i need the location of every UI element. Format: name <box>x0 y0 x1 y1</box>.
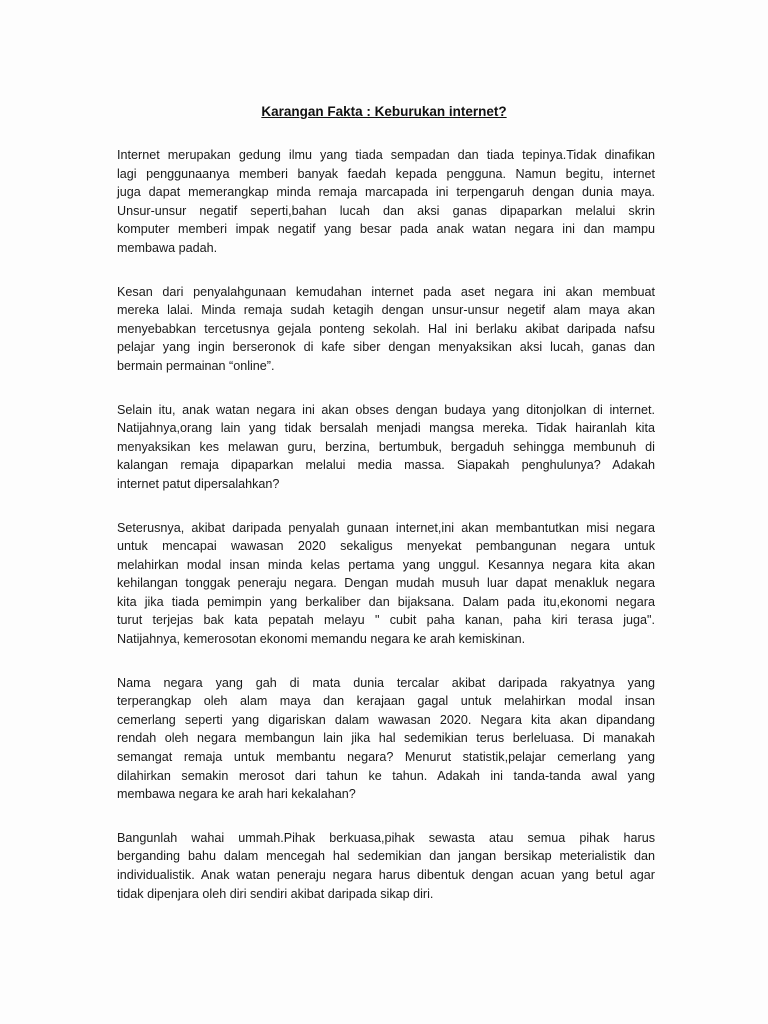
paragraph-line: Kesan dari penyalahgunaan kemudahan internet pada aset negara ini akan membuat <box>117 284 655 299</box>
paragraph-line: melahirkan modal insan minda kelas pertama yang unggul. Kesannya negara kita akan <box>117 557 655 572</box>
paragraph-line: mereka lalai. Minda remaja sudah ketagih dengan unsur-unsur negetif alam maya akan <box>117 303 655 318</box>
paragraph-6 <box>117 829 655 903</box>
paragraph-line: Internet merupakan gedung ilmu yang tiada sempadan dan tiada tepinya.Tidak dinafikan <box>117 148 655 162</box>
paragraph-line: turut terjejas bak kata pepatah melayu " cubit paha kanan, paha kiri terasa juga". <box>117 613 655 628</box>
paragraph-2 <box>117 283 655 376</box>
paragraph-line: pelajar yang ingin berseronok di kafe siber dengan menyaksikan aksi lucah, ganas dan <box>117 340 655 355</box>
paragraph-4 <box>117 519 655 649</box>
paragraph-line: Seterusnya, akibat daripada penyalah gunaan internet,ini akan membantutkan misi negara <box>117 520 655 535</box>
paragraph-line: juga dapat memerangkap minda remaja marcapada ini terpengaruh dengan dunia maya. <box>117 185 655 200</box>
paragraph-line: menyaksikan kes melawan guru, berzina, bertumbuk, bergaduh sehingga membunuh di <box>117 439 655 454</box>
paragraph-line: lagi penggunaanya memberi banyak faedah kepada pengguna. Namun begitu, internet <box>117 166 655 181</box>
paragraph-line: membawa padah. <box>117 240 218 255</box>
paragraph-line: bermain permainan “online”. <box>117 358 275 373</box>
paragraph-line: untuk mencapai wawasan 2020 sekaligus menyekat pembangunan negara untuk <box>117 539 655 554</box>
paragraph-line: berganding bahu dalam mencegah hal sedemikian dan jangan bersikap meterialistik dan <box>117 849 655 864</box>
document-body <box>117 146 655 928</box>
paragraph-line: terperangkap oleh alam maya dan kerajaan gagal untuk melahirkan modal insan <box>117 694 655 709</box>
paragraph-line: menyebabkan tercetusnya gejala ponteng sekolah. Hal ini berlaku akibat daripada nafsu <box>117 321 655 336</box>
paragraph-1 <box>117 146 655 258</box>
paragraph-3 <box>117 401 655 494</box>
paragraph-line: dilahirkan semakin merosot dari tahun ke tahun. Adakah ini tanda-tanda awal yang <box>117 768 655 783</box>
paragraph-line: cemerlang seperti yang digariskan dalam wawasan 2020. Negara kita akan dipandang <box>117 712 655 727</box>
paragraph-line: kehilangan tonggak peneraju negara. Dengan mudah musuh luar dapat menakluk negara <box>117 576 655 591</box>
paragraph-line: kita jika tiada pemimpin yang berkaliber dan bijaksana. Dalam pada itu,ekonomi negara <box>117 594 655 609</box>
paragraph-line: membawa negara ke arah hari kekalahan? <box>117 787 356 802</box>
paragraph-line: Bangunlah wahai ummah.Pihak berkuasa,pihak sewasta atau semua pihak harus <box>117 830 655 845</box>
paragraph-line: kalangan remaja dipaparkan melalui media massa. Siapakah penghulunya? Adakah <box>117 458 655 473</box>
paragraph-line: individualistik. Anak watan peneraju negara harus dibentuk dengan acuan yang betul agar <box>117 868 655 882</box>
paragraph-line: Natijahnya, kemerosotan ekonomi memandu negara ke arah kemiskinan. <box>117 632 526 647</box>
paragraph-line: semangat remaja untuk membantu negara? Menurut statistik,pelajar cemerlang yang <box>117 750 655 765</box>
paragraph-line: komputer memberi impak negatif yang besar pada anak watan negara ini dan mampu <box>117 222 655 237</box>
paragraph-line: Natijahnya,orang lain yang tidak bersalah menjadi mangsa mereka. Tidak hairanlah kita <box>117 421 655 436</box>
paragraph-line: Nama negara yang gah di mata dunia tercalar akibat daripada rakyatnya yang <box>117 675 655 690</box>
paragraph-line: rendah oleh negara membangun lain jika hal sedemikian terus berleluasa. Di manakah <box>117 731 655 746</box>
paragraph-line: internet patut dipersalahkan? <box>117 476 280 491</box>
paragraph-line: Unsur-unsur negatif seperti,bahan lucah dan aksi ganas dipaparkan melalui skrin <box>117 203 655 218</box>
paragraph-5 <box>117 674 655 804</box>
paragraph-line: tidak dipenjara oleh diri sendiri akibat daripada sikap diri. <box>117 886 434 901</box>
paragraph-line: Selain itu, anak watan negara ini akan obses dengan budaya yang ditonjolkan di internet. <box>117 402 655 417</box>
document-title: Karangan Fakta : Keburukan internet? <box>261 104 507 119</box>
